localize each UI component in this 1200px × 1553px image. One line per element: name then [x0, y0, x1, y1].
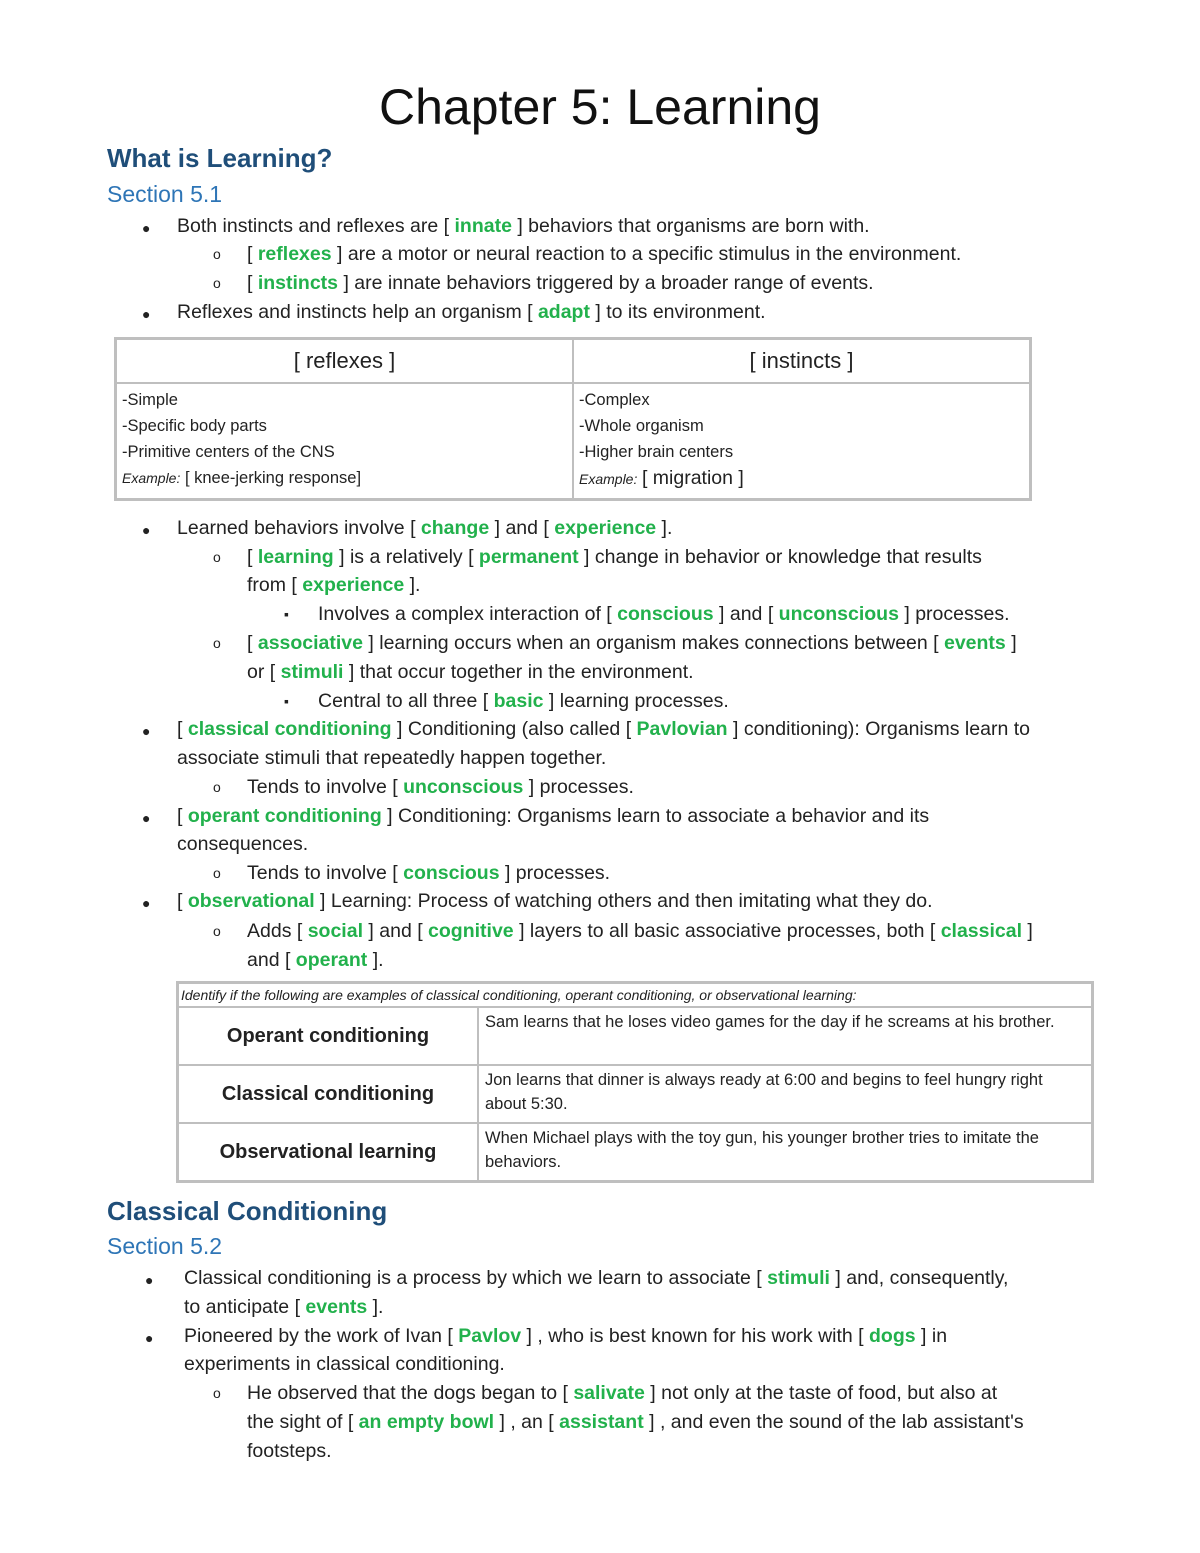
row-description: Sam learns that he loses video games for the day if he screams at his brother. [478, 1007, 1093, 1065]
example-label: Example: [579, 471, 638, 487]
section-number-5-1: Section 5.1 [107, 181, 223, 207]
table-row [178, 1065, 1093, 1123]
list-item: [ observational ] Learning: Process of watching others and then imitating what they do. [177, 890, 933, 912]
list-item-continuation: footsteps. [247, 1440, 332, 1462]
instincts-cell [573, 383, 1031, 500]
list-item: Learned behaviors involve [ change ] and [ experience ]. [177, 517, 673, 539]
chapter-title: Chapter 5: Learning [379, 79, 821, 135]
answer-blank: innate [454, 215, 512, 237]
bullet-disc: ● [145, 1272, 154, 1288]
list-item: -Higher brain centers [579, 443, 734, 461]
list-item: Tends to involve [ conscious ] processes. [247, 862, 611, 884]
list-item: Classical conditioning is a process by which we learn to associate [ stimuli ] and, consequently, [184, 1267, 1009, 1289]
list-item-continuation: associate stimuli that repeatedly happen together. [177, 747, 607, 769]
list-item: [ operant conditioning ] Conditioning: Organisms learn to associate a behavior and its [177, 805, 930, 827]
example-value: [ knee-jerking response] [184, 469, 362, 487]
table-header-reflexes: [ reflexes ] [116, 339, 574, 384]
list-item: [ classical conditioning ] Conditioning (also called [ Pavlovian ] conditioning): Organisms learn to [177, 718, 1030, 740]
bullet-circle: o [213, 635, 221, 651]
list-item: -Whole organism [579, 417, 704, 435]
list-item: Both instincts and reflexes are [ innate ] behaviors that organisms are born with. [177, 215, 870, 237]
example-label: Example: [122, 470, 181, 486]
list-item: -Primitive centers of the CNS [122, 443, 335, 461]
bullet-disc: ● [142, 522, 151, 538]
bullet-disc: ● [142, 810, 151, 826]
list-item-continuation: the sight of [ an empty bowl ] , an [ assistant ] , and even the sound of the lab assistant's [247, 1411, 1024, 1433]
list-item: [ learning ] is a relatively [ permanent ] change in behavior or knowledge that results [247, 546, 982, 568]
list-item-continuation: and [ operant ]. [247, 949, 384, 971]
bullet-circle: o [213, 779, 221, 795]
list-item: [ associative ] learning occurs when an organism makes connections between [ events ] [247, 632, 1017, 654]
table-row [178, 1007, 1093, 1065]
bullet-disc: ● [142, 895, 151, 911]
table-row [178, 1123, 1093, 1182]
list-item: Adds [ social ] and [ cognitive ] layers to all basic associative processes, both [ classical ] [247, 920, 1033, 942]
bullet-disc: ● [145, 1330, 154, 1346]
bullet-circle: o [213, 923, 221, 939]
bullet-disc: ● [142, 723, 151, 739]
list-item: [ reflexes ] are a motor or neural reaction to a specific stimulus in the environment. [247, 243, 962, 265]
table-caption: Identify if the following are examples of classical conditioning, operant conditioning, or observational learning: [178, 983, 1093, 1008]
list-item: Involves a complex interaction of [ conscious ] and [ unconscious ] processes. [318, 603, 1010, 625]
section-number-5-2: Section 5.2 [107, 1233, 223, 1259]
identify-examples-table [176, 981, 1094, 1183]
list-item: [ instincts ] are innate behaviors triggered by a broader range of events. [247, 272, 874, 294]
row-label: Operant conditioning [178, 1007, 479, 1065]
list-item: -Specific body parts [122, 417, 267, 435]
row-description: Jon learns that dinner is always ready at 6:00 and begins to feel hungry right about 5:30. [478, 1065, 1093, 1123]
row-description: When Michael plays with the toy gun, his younger brother tries to imitate the behaviors. [478, 1123, 1093, 1182]
list-item-continuation: experiments in classical conditioning. [184, 1353, 505, 1375]
list-item: -Simple [122, 391, 178, 409]
list-item: Tends to involve [ unconscious ] processes. [247, 776, 634, 798]
row-label: Classical conditioning [178, 1065, 479, 1123]
bullet-circle: o [213, 865, 221, 881]
list-item-continuation: consequences. [177, 833, 309, 855]
list-item: Pioneered by the work of Ivan [ Pavlov ] , who is best known for his work with [ dogs ] in [184, 1325, 948, 1347]
reflexes-instincts-table [114, 337, 1032, 501]
bullet-disc: ● [142, 306, 151, 322]
bullet-square: ▪ [284, 693, 289, 709]
answer-blank: instincts [257, 272, 339, 294]
bullet-circle: o [213, 275, 221, 291]
answer-blank: reflexes [257, 243, 332, 265]
row-label: Observational learning [178, 1123, 479, 1182]
list-item-continuation: from [ experience ]. [247, 574, 421, 596]
section-heading-classical-conditioning: Classical Conditioning [107, 1196, 388, 1226]
list-item: Central to all three [ basic ] learning processes. [318, 690, 729, 712]
bullet-circle: o [213, 1385, 221, 1401]
bullet-disc: ● [142, 220, 151, 236]
list-item-continuation: to anticipate [ events ]. [184, 1296, 384, 1318]
bullet-circle: o [213, 549, 221, 565]
list-item: -Complex [579, 391, 650, 409]
answer-blank: adapt [537, 301, 590, 323]
list-item: Reflexes and instincts help an organism [ adapt ] to its environment. [177, 301, 766, 323]
section-heading-what-is-learning: What is Learning? [107, 143, 333, 173]
reflexes-cell [116, 383, 574, 500]
bullet-square: ▪ [284, 606, 289, 622]
example-value: [ migration ] [641, 467, 744, 489]
table-header-instincts: [ instincts ] [573, 339, 1031, 384]
bullet-circle: o [213, 246, 221, 262]
list-item: He observed that the dogs began to [ salivate ] not only at the taste of food, but also at [247, 1382, 998, 1404]
list-item-continuation: or [ stimuli ] that occur together in the environment. [247, 661, 694, 683]
